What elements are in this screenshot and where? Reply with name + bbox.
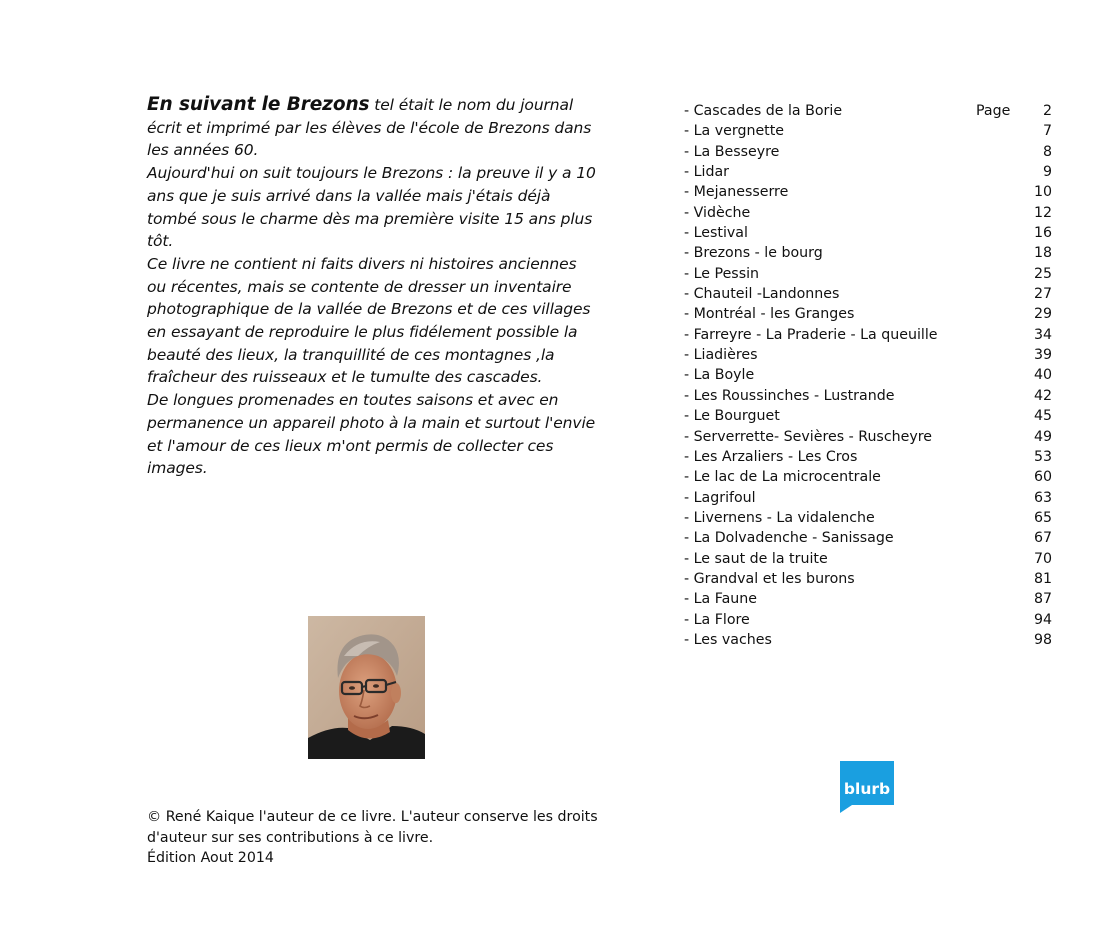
toc-entry <box>684 121 1056 141</box>
toc-entry-page-number: 8 <box>1042 143 1052 160</box>
toc-entry-page-number: 25 <box>1033 265 1052 282</box>
toc-entry-page-number: 10 <box>1033 184 1052 201</box>
toc-entry-page-number: 42 <box>1033 387 1052 404</box>
toc-entry-label: - Le saut de la truite <box>684 550 828 567</box>
toc-entry-label: - La Boyle <box>684 367 755 384</box>
toc-entry <box>684 549 1056 569</box>
toc-entry-page-number: 87 <box>1033 591 1052 608</box>
toc-entry <box>684 447 1056 467</box>
toc-entry-page-number: 34 <box>1033 326 1052 343</box>
toc-entry-label: - Vidèche <box>684 204 751 221</box>
toc-entry-label: - Les Roussinches - Lustrande <box>684 387 895 404</box>
toc-entry-page-number: 98 <box>1033 631 1052 648</box>
toc-entry-page-number: 81 <box>1033 570 1052 587</box>
intro-paragraph-1 <box>147 94 599 162</box>
table-of-contents <box>684 101 1056 650</box>
copyright-line-2: d'auteur sur ses contributions à ce livre. <box>147 829 434 846</box>
toc-entry <box>684 365 1056 385</box>
toc-entry-label: - La Flore <box>684 611 750 628</box>
toc-entry <box>684 488 1056 508</box>
toc-entry <box>684 325 1056 345</box>
toc-entry-page-number: 67 <box>1033 530 1052 547</box>
toc-entry-label: - La vergnette <box>684 123 785 140</box>
toc-entry-label: - Les vaches <box>684 631 772 648</box>
toc-entry-label: - Lidar <box>684 164 730 181</box>
toc-entry <box>684 610 1056 630</box>
toc-page-heading: Page <box>976 103 1011 119</box>
toc-entry <box>684 243 1056 263</box>
toc-entry-label: - Mejanesserre <box>684 184 789 201</box>
toc-entry <box>684 182 1056 202</box>
toc-entry-page-number: 27 <box>1033 286 1052 303</box>
blurb-logo-icon <box>840 761 894 813</box>
toc-entry-label: - Montréal - les Granges <box>684 306 855 323</box>
toc-entry <box>684 467 1056 487</box>
toc-entry <box>684 427 1056 447</box>
toc-entry <box>684 284 1056 304</box>
toc-entry-label: - Les Arzaliers - Les Cros <box>684 448 858 465</box>
blurb-logo-text: blurb <box>843 780 891 798</box>
toc-entry-page-number: 94 <box>1033 611 1052 628</box>
copyright-line-1: © René Kaique l'auteur de ce livre. L'auteur conserve les droits <box>147 809 598 825</box>
toc-entry-page-number: 40 <box>1033 367 1052 384</box>
toc-entry-page-number: 60 <box>1033 469 1052 486</box>
toc-entry-page-number: 16 <box>1033 225 1052 242</box>
toc-entry-label: - Le lac de La microcentrale <box>684 469 881 486</box>
edition-line: Édition Aout 2014 <box>147 850 274 866</box>
toc-entry <box>684 162 1056 182</box>
toc-entry <box>684 569 1056 589</box>
toc-entry-label: - La Dolvadenche - Sanissage <box>684 530 894 547</box>
toc-entry-page-number: 65 <box>1033 509 1052 526</box>
toc-entry-label: - Lagrifoul <box>684 489 756 506</box>
toc-entry-label: - Liadières <box>684 347 758 364</box>
toc-entry <box>684 142 1056 162</box>
toc-entry <box>684 589 1056 609</box>
toc-entry-page-number: 12 <box>1033 204 1052 221</box>
toc-entry-label: - Cascades de la Borie <box>684 103 843 119</box>
intro-title-continuation: tel était le nom du journal écrit et imprimé par les élèves de l'école de Brezons dans les années 60. <box>147 96 592 160</box>
toc-entry <box>684 345 1056 365</box>
toc-entry-label: - Livernens - La vidalenche <box>684 509 875 526</box>
toc-entry-label: - Serverrette- Sevières - Ruscheyre <box>684 428 932 445</box>
book-title: En suivant le Brezons <box>147 94 370 115</box>
toc-entry-label: - Lestival <box>684 225 748 242</box>
copyright-notice <box>147 807 607 869</box>
toc-entry <box>684 386 1056 406</box>
toc-entry-page-number: 18 <box>1033 245 1052 262</box>
toc-entry <box>684 101 1056 121</box>
intro-paragraph-2: Aujourd'hui on suit toujours le Brezons : la preuve il y a 10 ans que je suis arrivé dans la vallée mais j'étais déjà tombé sous le charme dès ma première visite 15 ans plus tôt. <box>147 164 596 251</box>
toc-entry-label: - Le Bourguet <box>684 408 780 425</box>
toc-entry-page-number: 53 <box>1033 448 1052 465</box>
toc-entry <box>684 406 1056 426</box>
toc-entry-page-number: 7 <box>1042 123 1052 140</box>
toc-entry-page-number: 49 <box>1033 428 1052 445</box>
blurb-logo <box>840 761 894 813</box>
toc-entry <box>684 264 1056 284</box>
toc-entry-label: - La Besseyre <box>684 143 780 160</box>
toc-entry-page-number: 9 <box>1042 164 1052 181</box>
toc-entry-label: - Chauteil -Landonnes <box>684 286 840 303</box>
toc-entry <box>684 223 1056 243</box>
toc-entry-label: - Grandval et les burons <box>684 570 855 587</box>
author-portrait-illustration <box>308 616 425 759</box>
toc-entry <box>684 528 1056 548</box>
toc-entry-label: - Farreyre - La Praderie - La queuille <box>684 326 938 343</box>
toc-entry <box>684 630 1056 650</box>
toc-entry <box>684 304 1056 324</box>
toc-entry <box>684 508 1056 528</box>
toc-entry <box>684 203 1056 223</box>
toc-entry-label: - Brezons - le bourg <box>684 245 823 262</box>
toc-entry-page-number: 2 <box>1042 103 1052 119</box>
intro-paragraph-4: De longues promenades en toutes saisons et avec en permanence un appareil photo à la main et surtout l'envie et l'amour de ces lieux m'ont permis de collecter ces images. <box>147 391 596 478</box>
author-photo <box>308 616 425 759</box>
toc-entry-page-number: 39 <box>1033 347 1052 364</box>
toc-entry-page-number: 29 <box>1033 306 1052 323</box>
toc-entry-page-number: 70 <box>1033 550 1052 567</box>
toc-entry-label: - La Faune <box>684 591 758 608</box>
intro-paragraph-3: Ce livre ne contient ni faits divers ni histoires anciennes ou récentes, mais se contente de dresser un inventaire photographique de la vallée de Brezons et de ces villages en essayant de reproduire le plus fidélement possible la beauté des lieux, la tranquillité de ces montagnes ,la fraîcheur des ruisseaux et le tumulte des cascades. <box>147 254 591 387</box>
toc-entry-page-number: 45 <box>1033 408 1052 425</box>
intro-text <box>147 94 599 480</box>
toc-entry-label: - Le Pessin <box>684 265 760 282</box>
toc-entry-page-number: 63 <box>1033 489 1052 506</box>
